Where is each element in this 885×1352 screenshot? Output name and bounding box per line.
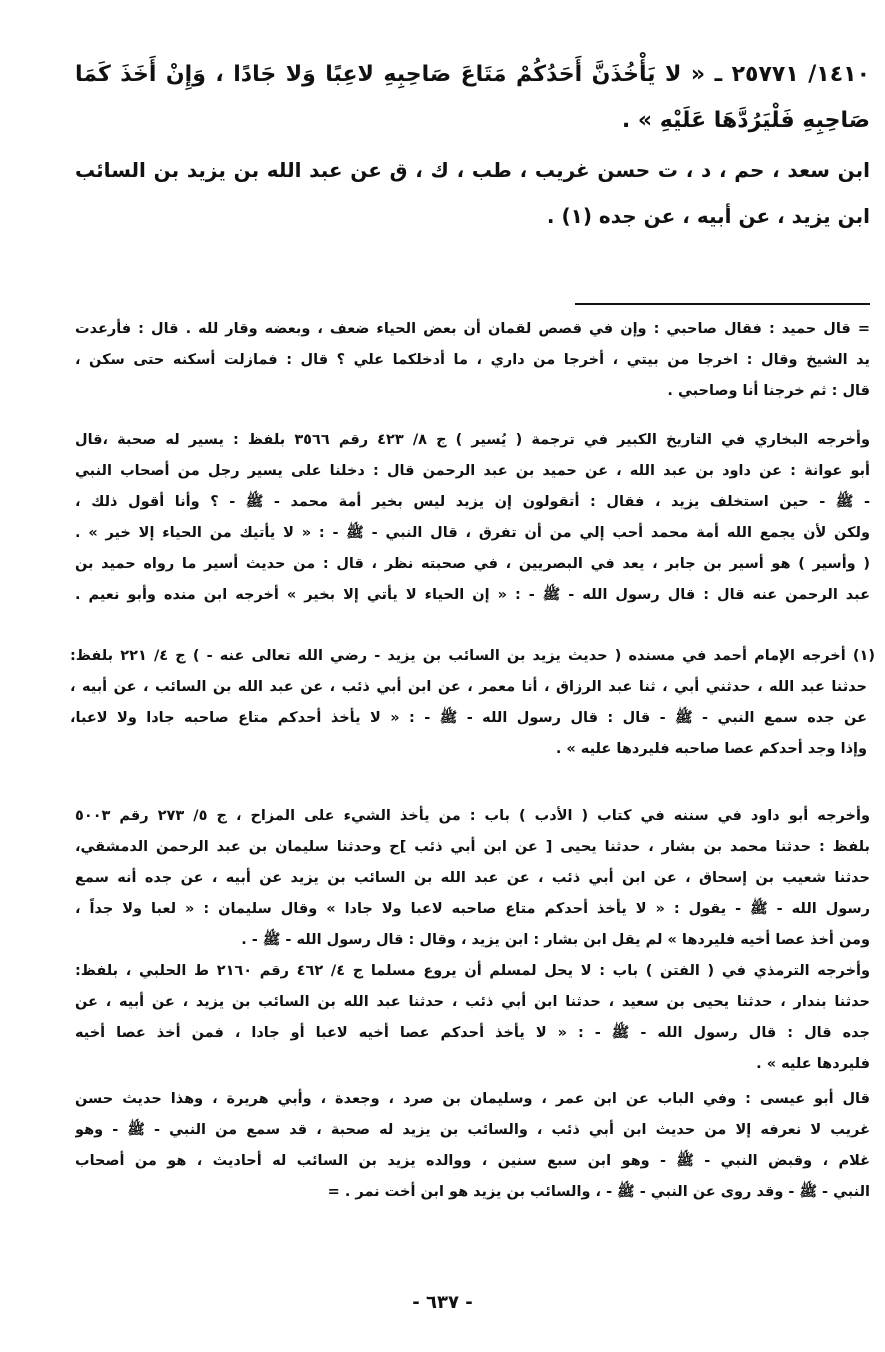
footnote-abudawud (75, 801, 870, 956)
text-line: النبي - ﷺ - وقد روى عن النبي - ﷺ - ، والسائب بن يزيد هو ابن أخت نمر . = (327, 1184, 870, 1200)
text-line: وإذا وجد أحدكم عصا صاحبه فليردها عليه » . (555, 741, 867, 757)
text-line: - ﷺ - حين استخلف يزيد ، فقال : أتقولون إن يزيد ليس بخير أمة محمد - ﷺ - ؟ وأنا أقول ذلك ، (75, 494, 870, 510)
text-line: ١٤١٠/ ٢٥٧٧١ ـ « لا يَأْخُذَنَّ أَحَدُكُمْ مَتَاعَ صَاحِبِهِ لاعِبًا وَلا جَادًا ، وَإِنْ أَخَذَ كَمَا (75, 62, 870, 87)
text-line: غريب لا نعرفه إلا من حديث ابن أبي ذئب ، والسائب بن يزيد له صحبة ، قد سمع من النبي - ﷺ - وهو (75, 1122, 870, 1138)
hadith-sources (75, 147, 870, 239)
text-line: غلام ، وقبض النبي - ﷺ - وهو ابن سبع سنين ، ووالده يزيد بن السائب له أحاديث ، هو من أصحاب (75, 1153, 870, 1169)
text-line: عبد الرحمن عنه قال : قال رسول الله - ﷺ - : « إن الحياء لا يأتي إلا بخير » أخرجه ابن منده وأبو نعيم . (75, 587, 870, 603)
footnote-continuation (75, 314, 870, 407)
text-line: أبو عوانة : عن داود بن عبد الله ، عن حميد بن عبد الرحمن قال : دخلنا على يسير رجل من أصحاب النبي (75, 463, 870, 479)
text-line: ابن سعد ، حم ، د ، ت حسن غريب ، طب ، ك ، ق عن عبد الله بن يزيد بن السائب (75, 158, 870, 182)
text-line: ( وأسير ) هو أسير بن جابر ، يعد في البصريين ، في صحبته نظر ، قال : من حديث أسير ما رواه حميد بن (75, 556, 870, 572)
text-line: جده قال : قال رسول الله - ﷺ - : « لا يأخذ أحدكم عصا أخيه لاعبا أو جادا ، فمن أخذ عصا أخيه (75, 1025, 870, 1041)
text-line: ولكن لأن يجمع الله أمة محمد أحب إلي من أن تفرق ، قال النبي - ﷺ - : « لا يأتيك من الحياء إلا خير » . (75, 525, 870, 541)
text-line: = قال حميد : فقال صاحبي : وإن في قصص لقمان أن بعض الحياء ضعف ، وبعضه وقار لله . قال : فأرعدت (75, 321, 870, 337)
text-line: وأخرجه الترمذي في ( الفتن ) باب : لا يحل لمسلم أن يروع مسلما ج ٤/ ٤٦٢ رقم ٢١٦٠ ط الحلبي ، بلفظ: (75, 963, 870, 979)
text-line: (١) أخرجه الإمام أحمد في مسنده ( حديث يزيد بن السائب بن يزيد - رضي الله تعالى عنه - ) ج ٤/ ٢٢١ بلفظ: (70, 648, 875, 664)
text-line: بلفظ : حدثنا محمد بن بشار ، حدثنا يحيى [ عن ابن أبي ذئب ]ح وحدثنا سليمان بن عبد الرحمن الدمشقي، (75, 839, 870, 855)
page-number: - ٦٣٧ - (412, 1292, 473, 1313)
hadith-text (75, 52, 870, 144)
footnote-bukhari (75, 425, 870, 611)
text-line: حدثنا بندار ، حدثنا يحيى بن سعيد ، حدثنا ابن أبي ذئب ، حدثنا عبد الله بن السائب بن يزيد ، عن أبيه ، عن (75, 994, 870, 1010)
text-line: قال أبو عيسى : وفي الباب عن ابن عمر ، وسليمان بن صرد ، وجعدة ، وأبي هريرة ، وهذا حديث حسن (75, 1091, 870, 1107)
text-line: قال : ثم خرجنا أنا وصاحبي . (667, 383, 870, 399)
text-line: وأخرجه البخاري في التاريخ الكبير في ترجمة ( يُسير ) ج ٨/ ٤٢٣ رقم ٣٥٦٦ بلفظ : يسير له صحبة ،قال (75, 432, 870, 448)
footnote-abu-isa (75, 1084, 870, 1208)
text-line: ومن أخذ عصا أخيه فليردها » لم يقل ابن بشار : ابن يزيد ، وقال : قال رسول الله - ﷺ - . (241, 932, 870, 948)
text-line: رسول الله - ﷺ - يقول : « لا يأخذ أحدكم متاع صاحبه لاعبا ولا جادا » وقال سليمان : « لعبا ولا جداً ، (75, 901, 870, 917)
footnote-tirmidhi (75, 956, 870, 1080)
text-line: ابن يزيد ، عن أبيه ، عن جده (١) . (546, 204, 870, 228)
text-line: صَاحِبِهِ فَلْيَرُدَّهَا عَلَيْهِ » . (621, 108, 870, 133)
text-line: عن جده سمع النبي - ﷺ - قال : قال رسول الله - ﷺ - : « لا يأخذ أحدكم متاع صاحبه جادا ولا لاعبا، (70, 710, 867, 726)
footnote-separator (575, 303, 870, 305)
text-line: يد الشيخ وقال : اخرجا من بيتي ، أخرجا من داري ، ما أدخلكما علي ؟ قال : فمازلت أسكنه حتى سكن ، (75, 352, 870, 368)
text-line: حدثنا عبد الله ، حدثني أبي ، ثنا عبد الرزاق ، أنا معمر ، عن ابن أبي ذئب ، عن عبد الله بن السائب ، عن أبيه ، (70, 679, 867, 695)
text-line: حدثنا شعيب بن إسحاق ، عن ابن أبي ذئب ، عن عبد الله بن السائب بن يزيد عن أبيه ، عن جده أنه سمع (75, 870, 870, 886)
text-line: وأخرجه أبو داود في سننه في كتاب ( الأدب ) باب : من يأخذ الشيء على المزاح ، ج ٥/ ٢٧٣ رقم ٥٠٠٣ (75, 808, 870, 824)
text-line: فليردها عليه » . (756, 1056, 870, 1072)
footnote-1-ahmad (70, 641, 875, 765)
